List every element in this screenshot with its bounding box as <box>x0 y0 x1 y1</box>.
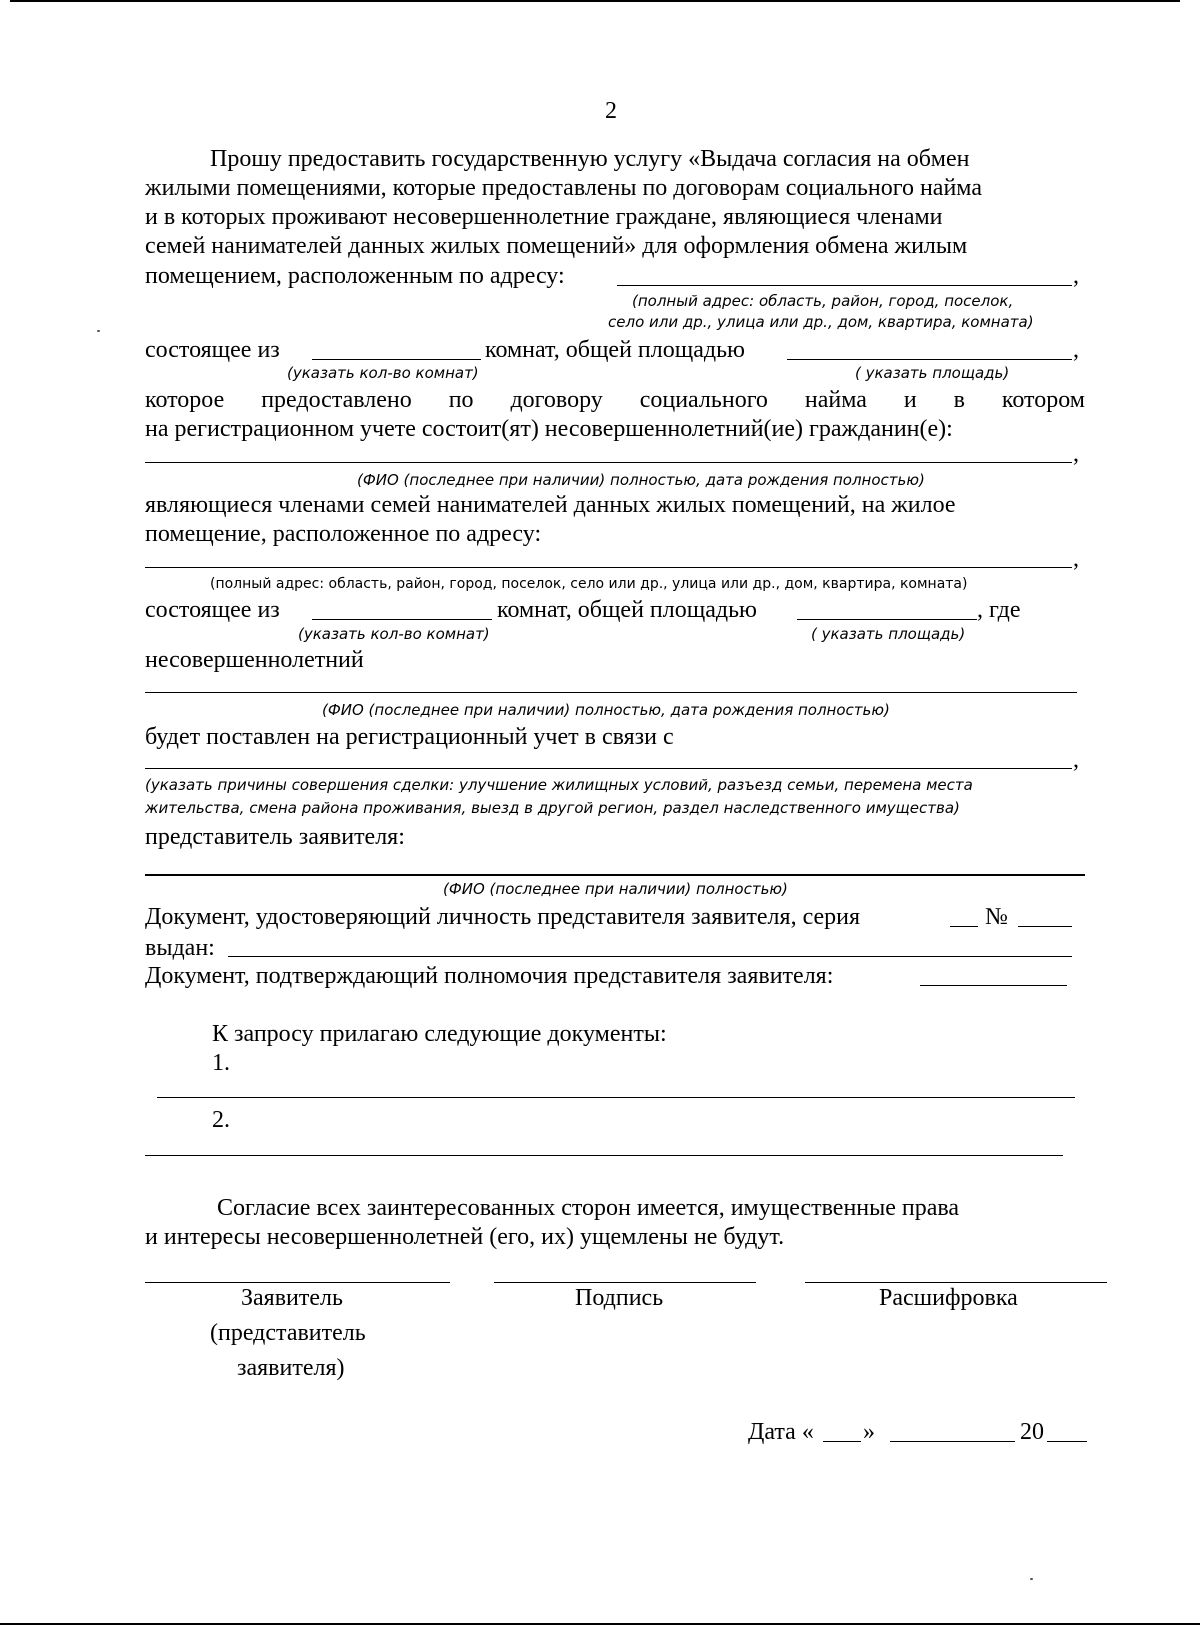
date-year-prefix: 20 <box>1020 1419 1044 1445</box>
minor-fio-field[interactable] <box>145 462 1072 463</box>
page-edge-top <box>10 0 1180 2</box>
issued-label: выдан: <box>145 935 215 961</box>
date-quote-close: » <box>863 1419 875 1445</box>
signature-caption: Подпись <box>575 1285 664 1311</box>
date-month-field[interactable] <box>890 1441 1015 1442</box>
members-line-2: помещение, расположенное по адресу: <box>145 521 542 547</box>
address-field-2[interactable] <box>145 567 1072 568</box>
date-label: Дата « <box>748 1419 814 1445</box>
applicant-caption-2: (представитель <box>210 1320 366 1346</box>
rooms1-area-field[interactable] <box>787 359 1072 360</box>
id-number-sign: № <box>985 904 1008 930</box>
address-hint-2: село или др., улица или др., дом, квартира, комната) <box>608 313 1034 331</box>
rooms1-count-hint: (указать кол-во комнат) <box>287 364 479 382</box>
rooms2-count-hint: (указать кол-во комнат) <box>298 625 490 643</box>
minor-fio-comma: , <box>1073 441 1079 467</box>
representative-label: представитель заявителя: <box>145 824 405 850</box>
rooms1-consists-label: состоящее из <box>145 337 280 363</box>
members-line-1: являющиеся членами семей нанимателей данных жилых помещений, на жилое <box>145 492 956 518</box>
attachment-number-2: 2. <box>212 1107 230 1133</box>
request-line-1: Прошу предоставить государственную услугу «Выдача согласия на обмен <box>210 146 970 172</box>
address-hint-1: (полный адрес: область, район, город, поселок, <box>632 292 1014 310</box>
request-line-2: жилыми помещениями, которые предоставлены по договорам социального найма <box>145 175 982 201</box>
id-document-label: Документ, удостоверяющий личность представителя заявителя, серия <box>145 904 861 930</box>
rooms2-count-field[interactable] <box>312 619 492 620</box>
address-field-1[interactable] <box>617 285 1072 286</box>
id-number-field[interactable] <box>1018 926 1072 927</box>
rooms2-area-field[interactable] <box>797 619 977 620</box>
signature-line[interactable] <box>494 1282 756 1283</box>
attachment-number-1: 1. <box>212 1050 230 1076</box>
reason-field[interactable] <box>145 768 1072 769</box>
date-day-field[interactable] <box>823 1441 861 1442</box>
request-line-5: помещением, расположенным по адресу: <box>145 263 565 289</box>
authority-document-field[interactable] <box>920 985 1067 986</box>
address-field-2-comma: , <box>1073 546 1079 572</box>
rooms2-consists-label: состоящее из <box>145 597 280 623</box>
attachments-heading: К запросу прилагаю следующие документы: <box>212 1021 667 1047</box>
request-line-3: и в которых проживают несовершеннолетние граждане, являющиеся членами <box>145 204 943 230</box>
authority-document-label: Документ, подтверждающий полномочия представителя заявителя: <box>145 963 834 989</box>
attachment-field-1[interactable] <box>157 1097 1075 1098</box>
provided-line-1: которое предоставлено по договору социального найма и в котором <box>145 387 1085 413</box>
decryption-caption: Расшифровка <box>879 1285 1018 1311</box>
consent-line-2: и интересы несовершеннолетней (его, их) ущемлены не будут. <box>145 1224 785 1250</box>
applicant-caption-3: заявителя) <box>237 1355 345 1381</box>
decryption-line[interactable] <box>805 1282 1107 1283</box>
attachment-field-2[interactable] <box>145 1155 1063 1156</box>
minor-fio-field-2[interactable] <box>145 692 1077 693</box>
applicant-caption-1: Заявитель <box>241 1285 343 1311</box>
rooms2-rooms-label: комнат, общей площадью <box>497 597 757 623</box>
rooms1-rooms-label: комнат, общей площадью <box>485 337 745 363</box>
rooms1-comma: , <box>1073 337 1079 363</box>
applicant-signature-line[interactable] <box>145 1282 450 1283</box>
rooms2-where-label: , где <box>977 597 1021 623</box>
rooms1-area-hint: ( указать площадь) <box>855 364 1010 382</box>
id-series-field[interactable] <box>950 926 978 927</box>
rooms1-count-field[interactable] <box>312 359 481 360</box>
address-field-1-comma: , <box>1073 263 1079 289</box>
reason-comma: , <box>1073 747 1079 773</box>
rooms2-area-hint: ( указать площадь) <box>811 625 966 643</box>
page-number: 2 <box>605 98 617 124</box>
scan-speck <box>1030 1578 1033 1580</box>
registration-line: будет поставлен на регистрационный учет в связи с <box>145 724 674 750</box>
provided-line-2: на регистрационном учете состоит(ят) несовершеннолетний(ие) гражданин(е): <box>145 416 953 442</box>
consent-line-1: Согласие всех заинтересованных сторон имеется, имущественные права <box>217 1195 960 1221</box>
scan-speck <box>97 330 100 332</box>
minor-label: несовершеннолетний <box>145 647 364 673</box>
representative-fio-field[interactable] <box>145 874 1085 876</box>
request-line-4: семей нанимателей данных жилых помещений» для оформления обмена жилым <box>145 233 968 259</box>
issued-field[interactable] <box>228 956 1072 957</box>
representative-fio-hint: (ФИО (последнее при наличии) полностью) <box>443 880 788 898</box>
address-hint-3: (полный адрес: область, район, город, поселок, село или др., улица или др., дом, квартира, комната) <box>210 576 968 592</box>
date-year-field[interactable] <box>1047 1441 1087 1442</box>
minor-fio-hint: (ФИО (последнее при наличии) полностью, дата рождения полностью) <box>357 471 925 489</box>
reason-hint-1: (указать причины совершения сделки: улучшение жилищных условий, разъезд семьи, перемена места <box>145 776 973 794</box>
minor-fio-hint-2: (ФИО (последнее при наличии) полностью, дата рождения полностью) <box>322 701 890 719</box>
reason-hint-2: жительства, смена района проживания, выезд в другой регион, раздел наследственного имущества) <box>145 799 960 817</box>
